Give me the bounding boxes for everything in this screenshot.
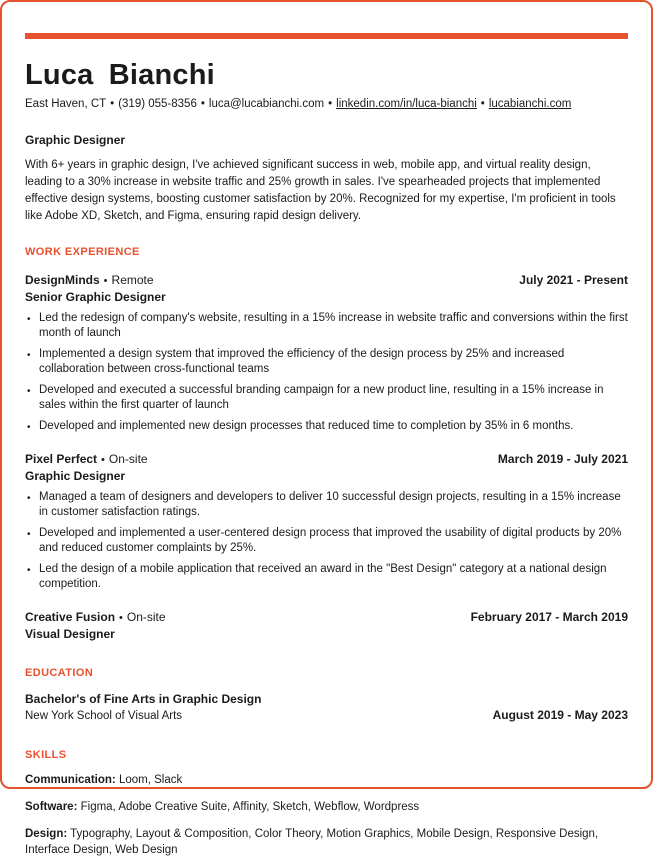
skill-row-communication [25,772,628,788]
contact-email: luca@lucabianchi.com [208,98,325,111]
job-role: Visual Designer [25,627,115,642]
skill-row-design [25,826,628,858]
job-bullet: • Developed and implemented a user-centered design process that improved the usability of digital products by 20% and reduced customer complaints by 25%. [25,526,628,556]
contact-location: East Haven, CT [25,98,107,111]
education-row [25,707,628,724]
job-bullet: • Implemented a design system that improved the efficiency of the design process by 25% and increased collaboration between cross-functional teams [25,347,628,377]
summary-paragraph: With 6+ years in graphic design, I've achieved significant success in web, mobile app, and virtual reality design, leading to a 30% increase in website traffic and 25% growth in sales. I've spearheaded projects that implemented effective design systems, boosting customer satisfaction by 20%. Recognized for my expertise, I'm proficient in tools like Adobe XD, Sketch, and Figma, ensuring rapid design delivery. [25,159,616,223]
job-entry-pixel-perfect [25,451,628,592]
contact-phone: (319) 055-8356 [118,98,197,111]
job-company-line [25,609,166,626]
company-name: Pixel Perfect [25,452,98,467]
job-location: On-site [126,610,166,625]
job-bullet: • Managed a team of designers and developers to deliver 10 successful design projects, resulting in a 15% increase in customer satisfaction ratings. [25,490,628,520]
education-dates: August 2019 - May 2023 [492,708,628,723]
accent-bar [25,33,628,39]
candidate-name: Luca Bianchi [25,59,215,91]
contact-line [25,96,628,112]
skill-label: Design: [25,828,68,841]
contact-separator: • [328,98,333,111]
job-dates: February 2017 - March 2019 [470,610,628,625]
job-role: Senior Graphic Designer [25,290,166,305]
contact-separator: • [480,98,485,111]
contact-separator: • [200,98,205,111]
company-separator: • [101,454,105,467]
job-company-line [25,272,154,289]
job-bullet-list [25,311,628,434]
skill-values: Loom, Slack [118,774,183,787]
candidate-title: Graphic Designer [25,133,126,148]
job-bullet: • Led the design of a mobile application that received an award in the "Best Design" category at a national design competition. [25,562,628,592]
job-entry-designminds [25,272,628,434]
linkedin-link[interactable]: linkedin.com/in/luca-bianchi [336,98,477,111]
education-school: New York School of Visual Arts [25,710,183,723]
skills-heading: SKILLS [25,749,67,762]
education-heading: EDUCATION [25,667,94,680]
job-location: Remote [111,273,154,288]
job-location: On-site [108,452,148,467]
company-name: DesignMinds [25,273,100,288]
work-experience-heading: WORK EXPERIENCE [25,246,140,259]
job-bullet: • Led the redesign of company's website, resulting in a 15% increase in website traffic and conversions within the first month of launch [25,311,628,341]
education-degree: Bachelor's of Fine Arts in Graphic Design [25,692,262,707]
job-header [25,451,628,468]
job-dates: July 2021 - Present [519,273,628,288]
job-bullet-list [25,490,628,592]
job-bullet: • Developed and implemented new design processes that reduced time to completion by 35% in 6 months. [25,419,628,434]
job-header [25,609,628,626]
skill-values: Typography, Layout & Composition, Color Theory, Motion Graphics, Mobile Design, Responsive Design, Interface Design, Web Design [25,828,599,857]
job-entry-creative-fusion [25,609,628,642]
job-company-line [25,451,148,468]
skill-row-software [25,799,628,815]
skill-label: Communication: [25,774,116,787]
job-bullet: • Developed and executed a successful branding campaign for a new product line, resulting in a 15% increase in sales within the first quarter of launch [25,383,628,413]
job-dates: March 2019 - July 2021 [497,452,628,467]
contact-separator: • [110,98,115,111]
website-link[interactable]: lucabianchi.com [488,98,572,111]
skill-values: Figma, Adobe Creative Suite, Affinity, Sketch, Webflow, Wordpress [80,801,420,814]
job-header [25,272,628,289]
company-separator: • [103,275,108,288]
company-name: Creative Fusion [25,610,116,625]
job-role: Graphic Designer [25,469,126,484]
company-separator: • [119,612,123,625]
skill-label: Software: [25,801,78,814]
